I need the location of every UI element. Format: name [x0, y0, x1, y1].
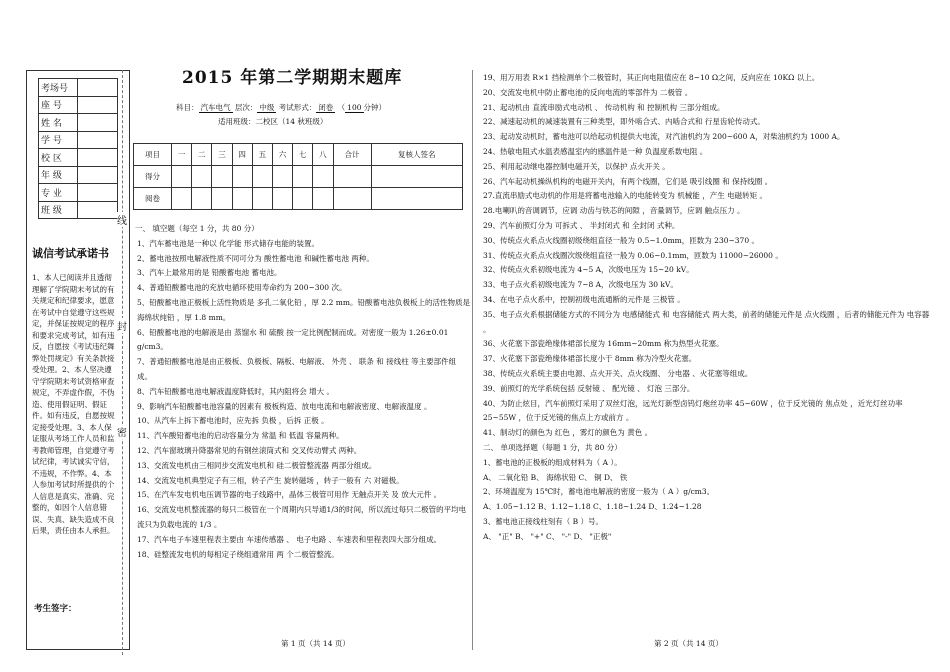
question-line: 37、火花塞下部瓷绝缘体裙部长度小于 8mm 称为冷型火花塞。 — [483, 354, 697, 364]
info-blank[interactable] — [78, 201, 118, 219]
score-cell[interactable] — [293, 166, 313, 188]
info-row — [39, 149, 118, 167]
question-line: 4、普通铅酸蓄电池的充放电循环使用寿命约为 200~300 次。 — [137, 283, 347, 293]
section-title: 一、 填空题（每空 1 分，共 80 分） — [135, 224, 259, 233]
question-line: 6、铅酸蓄电池的电解液是由 蒸馏水 和 硫酸 按一定比例配制而成。对密度一般为 1.26±0.01 g/cm3。 — [137, 327, 449, 352]
page-divider — [472, 70, 473, 650]
binding-mark-feng: 封 — [117, 318, 127, 333]
exam-meta-line: 科目： 汽车电气 层次： 中级 考试形式： 闭卷 （ 100 分钟） — [176, 103, 386, 112]
question-line: 5、铅酸蓄电池正极板上活性物质是 多孔二氧化铅 ，厚 2.2 mm。铅酸蓄电池负极板上的活性物质是 海绵状纯铅 ，厚 1.8 mm。 — [137, 297, 470, 322]
question-line: 34、在电子点火系中，控制初级电流通断的元件是 三极管 。 — [483, 294, 685, 304]
info-label: 班 级 — [39, 201, 78, 219]
score-table — [133, 143, 463, 210]
question-line: 22、减速起动机的减速装置有三种类型，即外啮合式、内啮合式和 行星齿轮传动式。 — [483, 117, 765, 127]
info-blank[interactable] — [78, 79, 118, 97]
score-cell[interactable] — [293, 188, 313, 210]
score-header: 二 — [192, 144, 212, 166]
question-line: 2、蓄电池按照电解液性质不同可分为 酸性蓄电池 和碱性蓄电池 两种。 — [137, 253, 374, 263]
question-line: 30、传统点火系点火线圈初级绕组直径一般为 0.5~1.0mm，匝数为 230~370 。 — [483, 235, 759, 245]
score-cell[interactable] — [333, 188, 371, 210]
score-cell[interactable] — [192, 188, 212, 210]
score-cell[interactable] — [272, 166, 292, 188]
info-label: 专 业 — [39, 184, 78, 202]
score-cell[interactable] — [232, 166, 252, 188]
score-cell[interactable] — [272, 188, 292, 210]
score-cell[interactable] — [232, 188, 252, 210]
page2-questions — [483, 71, 930, 545]
question-line: 40、为防止炫目，汽车前照灯采用了双丝灯泡，远光灯新型卤钨灯炮丝功率 45~60W ，位于反光镜的 焦点处 ，近光灯丝功率 25~55W ，位于反光镜的焦点上方或前方 。 — [483, 398, 903, 423]
info-blank[interactable] — [78, 131, 118, 149]
info-row — [39, 96, 118, 114]
question-line: 28.电喇叭的音调调节，应调 动齿与铁芯的间隙 ，音量调节，应调 触点压力 。 — [483, 206, 745, 216]
exam-type-value: 闭卷 — [318, 103, 334, 112]
info-blank[interactable] — [78, 184, 118, 202]
question-line: 10、从汽车上拆下蓄电池时，应先拆 负极 ，后拆 正极 。 — [137, 416, 329, 426]
score-cell[interactable] — [371, 188, 463, 210]
question-line: 31、传统点火系点火线圈次级绕组直径一般为 0.06~0.1mm，匝数为 11000~26000 。 — [483, 250, 783, 260]
duration-value: 100 — [347, 103, 362, 112]
info-blank[interactable] — [78, 96, 118, 114]
question-line: 1、蓄电池的正极板的组成材料为（ A ）。 — [483, 457, 622, 467]
score-row-label: 阅卷 — [134, 188, 172, 210]
student-info-table — [38, 78, 118, 219]
score-cell[interactable] — [212, 188, 232, 210]
score-header: 合计 — [333, 144, 371, 166]
page-footer-1: 第 1 页（共 14 页） — [281, 639, 350, 648]
score-cell[interactable] — [313, 166, 333, 188]
score-cell[interactable] — [333, 166, 371, 188]
question-line: 23、起动发动机时，蓄电池可以给起动机提供大电流，对汽油机约为 200~600 A，对柴油机约为 1000 A。 — [483, 132, 845, 142]
info-label: 考场号 — [39, 79, 78, 97]
score-cell[interactable] — [172, 166, 192, 188]
info-label: 座 号 — [39, 96, 78, 114]
question-line: 24、热敏电阻式水温表感温室内的感温件是一种 负温度系数电阻 。 — [483, 146, 708, 156]
question-line: 17、汽车电子车速里程表主要由 车速传感器 、 电子电路 、车速表和里程表四大部分组成。 — [137, 534, 442, 544]
question-line: 14、交流发电机典型定子有三相，转子产生 旋转磁场 ，转子一般有 六 对磁极。 — [137, 475, 404, 485]
question-line: 41、制动灯的颜色为 红色 ，雾灯的颜色为 黄色 。 — [483, 428, 653, 438]
question-line: 36、火花塞下部瓷绝缘体裙部长度为 16mm~20mm 称为热型火花塞。 — [483, 339, 724, 349]
score-cell[interactable] — [371, 166, 463, 188]
score-cell[interactable] — [252, 166, 272, 188]
score-header: 复核人签名 — [371, 144, 463, 166]
question-line: 20、交流发电机中防止蓄电池的反向电流的零部件为 二极管 。 — [483, 87, 693, 97]
question-line: 9、影响汽车铅酸蓄电池容量的因素有 极板构造、放电电流和电解液密度、电解液温度 。 — [137, 401, 432, 411]
question-line: 39、前照灯的光学系统包括 反射镜 、 配光镜 、 灯泡 三部分。 — [483, 383, 695, 393]
question-line: A、1.05~1.12 B、1.12~1.18 C、1.18~1.24 D、1.24~1.28 — [483, 502, 702, 512]
page1-questions — [137, 222, 470, 562]
info-row — [39, 79, 118, 97]
binding-mark-mi: 密 — [117, 424, 127, 439]
question-line: 26、汽车起动机操纵机构的电磁开关内，有两个线圈，它们是 吸引线圈 和 保持线圈 。 — [483, 176, 773, 186]
info-row — [39, 184, 118, 202]
question-line: 2、环境温度为 15℃时，蓄电池电解液的密度一般为（ A ）g/cm3。 — [483, 487, 715, 497]
question-line: 32、传统点火系初级电流为 4~5 A，次级电压为 15~20 kV。 — [483, 265, 694, 275]
question-line: 16、交流发电机整流器的每只二极管在一个周期内只导通1/3的时间，所以流过每只二极管的平均电流只为负载电流的 1/3 。 — [137, 505, 467, 529]
score-cell[interactable] — [212, 166, 232, 188]
score-cell[interactable] — [192, 166, 212, 188]
info-label: 校 区 — [39, 149, 78, 167]
question-line: 3、蓄电池正接线柱刻有（ B ）号。 — [483, 516, 604, 526]
info-row — [39, 131, 118, 149]
question-line: 3、汽车上最常用的是 铅酸蓄电池 蓄电池。 — [137, 268, 282, 278]
question-line: 25、利用起动继电器控制电磁开关，以保护 点火开关 。 — [483, 161, 670, 171]
exam-title: 2015 年第二学期期末题库 — [182, 68, 403, 88]
question-line: 12、汽车窗玻璃升降器常见的有钢丝滚筒式和 交叉传动臂式 两种。 — [137, 445, 362, 455]
question-line: 7、普通铅酸蓄电池是由正极板、负极板、隔板、电解液、 外壳 、 联条 和 接线柱 等主要部件组成。 — [137, 357, 457, 381]
class-value: 二校区（14 秋班级） — [255, 117, 328, 126]
question-line: A、 "正" B、 "+" C、 "-" D、 "正极" — [483, 531, 612, 541]
score-header: 六 — [272, 144, 292, 166]
page-footer-2: 第 2 页（共 14 页） — [654, 639, 723, 648]
score-header: 三 — [212, 144, 232, 166]
level-value: 中级 — [259, 103, 275, 112]
info-row — [39, 201, 118, 219]
question-line: 8、汽车铅酸蓄电池电解液温度降低时，其内阻将会 增大 。 — [137, 386, 335, 396]
score-cell[interactable] — [313, 188, 333, 210]
info-row — [39, 114, 118, 132]
score-cell[interactable] — [172, 188, 192, 210]
question-line: 18、硅整流发电机的每相定子绕组通常用 两 个二极管整流。 — [137, 549, 339, 559]
question-line: 33、电子点火系初级电流为 7~8 A，次级电压为 30 kV。 — [483, 280, 678, 290]
binding-mark-xian: 线 — [117, 212, 127, 227]
question-line: 27.直流串励式电动机的作用是将蓄电池输入的电能转变为 机械能 ，产生 电磁转矩 。 — [483, 191, 767, 201]
question-line: 38、传统点火系统主要由电源、点火开关、点火线圈、 分电器 、火花塞等组成。 — [483, 368, 753, 378]
info-label: 姓 名 — [39, 114, 78, 132]
question-line: 19、用万用表 R×1 挡检测单个二极管时，其正向电阻值应在 8~10 Ω之间，反向应在 10KΩ 以上。 — [483, 73, 820, 82]
subject-value: 汽车电气 — [200, 103, 231, 112]
info-label: 学 号 — [39, 131, 78, 149]
question-line: 13、交流发电机由三相同步交流发电机和 硅二极管整流器 两部分组成。 — [137, 460, 377, 470]
info-label: 年 级 — [39, 166, 78, 184]
pledge-title: 诚信考试承诺书 — [32, 247, 109, 260]
question-line: 35、电子点火系根据储能方式的不同分为 电感储能式 和 电容储能式 两大类，前者的储能元件是 点火线圈 ，后者的储能元件为 电容器 。 — [483, 309, 930, 334]
question-line: 11、汽车酸铅蓄电池的启动容量分为 常温 和 低温 容量两种。 — [137, 431, 344, 441]
info-blank[interactable] — [78, 114, 118, 132]
signature-label: 考生签字： — [34, 604, 77, 614]
question-line: 二、 单项选择题（每题 1 分，共 80 分） — [483, 442, 622, 452]
score-header: 项目 — [134, 144, 172, 166]
score-header: 五 — [252, 144, 272, 166]
info-row — [39, 166, 118, 184]
question-line: 29、汽车前照灯分为 可拆式 、 半封闭式 和 全封闭 式种。 — [483, 220, 680, 230]
score-cell[interactable] — [252, 188, 272, 210]
question-line: 1、汽车蓄电池是一种以 化学能 形式储存电能的装置。 — [137, 238, 320, 248]
question-line: 15、在汽车发电机电压调节器的电子线路中，晶体三极管可用作 无触点开关 及 放大元件 。 — [137, 490, 442, 500]
score-header: 七 — [293, 144, 313, 166]
info-blank[interactable] — [78, 149, 118, 167]
score-header: 一 — [172, 144, 192, 166]
score-header: 四 — [232, 144, 252, 166]
score-header: 八 — [313, 144, 333, 166]
class-line: 适用班级：二校区（14 秋班级） — [218, 117, 328, 126]
question-line: 21、起动机由 直流串励式电动机 、 传动机构 和 控制机构 三部分组成。 — [483, 102, 725, 112]
question-line: A、 二氧化铅 B、 海绵状铅 C、 铜 D、 铁 — [483, 472, 628, 482]
info-blank[interactable] — [78, 166, 118, 184]
score-row-label: 得分 — [134, 166, 172, 188]
binding-line — [122, 70, 123, 655]
pledge-text: 1、本人已阅读并且透彻理解了学院期末考试的有关规定和纪律要求，愿意在考试中自觉遵守这些规定，并保证按规定的程序和要求完成考试，如有违反，自愿按《考试违纪舞弊处罚规定》有关条款接受处理。2、本人坚决遵守学院期末考试资格审查规定，不弄虚作假，不伪造、使用假证明、假证件。如有违反，自愿按规定接受处理。3、本人保证服从考场工作人员和监考教师管理，自觉遵守考试纪律，考试诚实守信，不违规，不作弊。4、本人参加考试时所提供的个人信息是真实、准确、完整的，如因个人信息错误、失真、缺失造成不良后果，责任由本人承担。 — [32, 273, 115, 535]
